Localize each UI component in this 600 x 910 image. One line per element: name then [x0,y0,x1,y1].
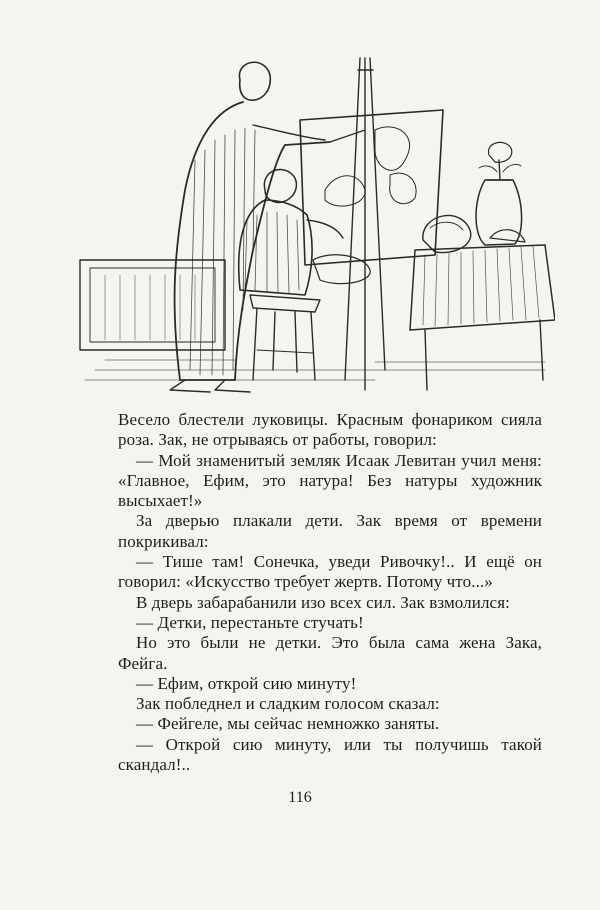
page-number: 116 [288,789,312,806]
paragraph: — Фейгеле, мы сейчас немножко заняты. [136,714,440,734]
paragraph: Зак побледнел и сладким голосом сказал: [136,694,440,714]
illustration [75,50,555,400]
paragraph: Весело блестели луковицы. Красным фонариком сияла роза. Зак, не отрываясь от работы, говорил: [118,410,542,450]
paragraph: — Детки, перестаньте стучать! [136,612,364,632]
body-text [118,410,542,775]
paragraph: — Тише там! Сонечка, уведи Ривочку!.. И ещё он говорил: «Искусство требует жертв. Потому что...» [118,552,542,592]
paragraph: — Мой знаменитый земляк Исаак Левитан учил меня: «Главное, Ефим, это натура! Без натуры художник высыхает!» [118,450,542,511]
paragraph: За дверью плакали дети. Зак время от времени покрикивал: [118,511,542,551]
painter-at-easel-illustration-icon [75,50,555,400]
paragraph: — Ефим, открой сию минуту! [136,673,357,693]
paragraph: Но это были не детки. Это была сама жена Зака, Фейга. [118,633,542,673]
paragraph: — Открой сию минуту, или ты получишь такой скандал!.. [118,734,542,775]
paragraph: В дверь забарабанили изо всех сил. Зак взмолился: [136,592,510,612]
